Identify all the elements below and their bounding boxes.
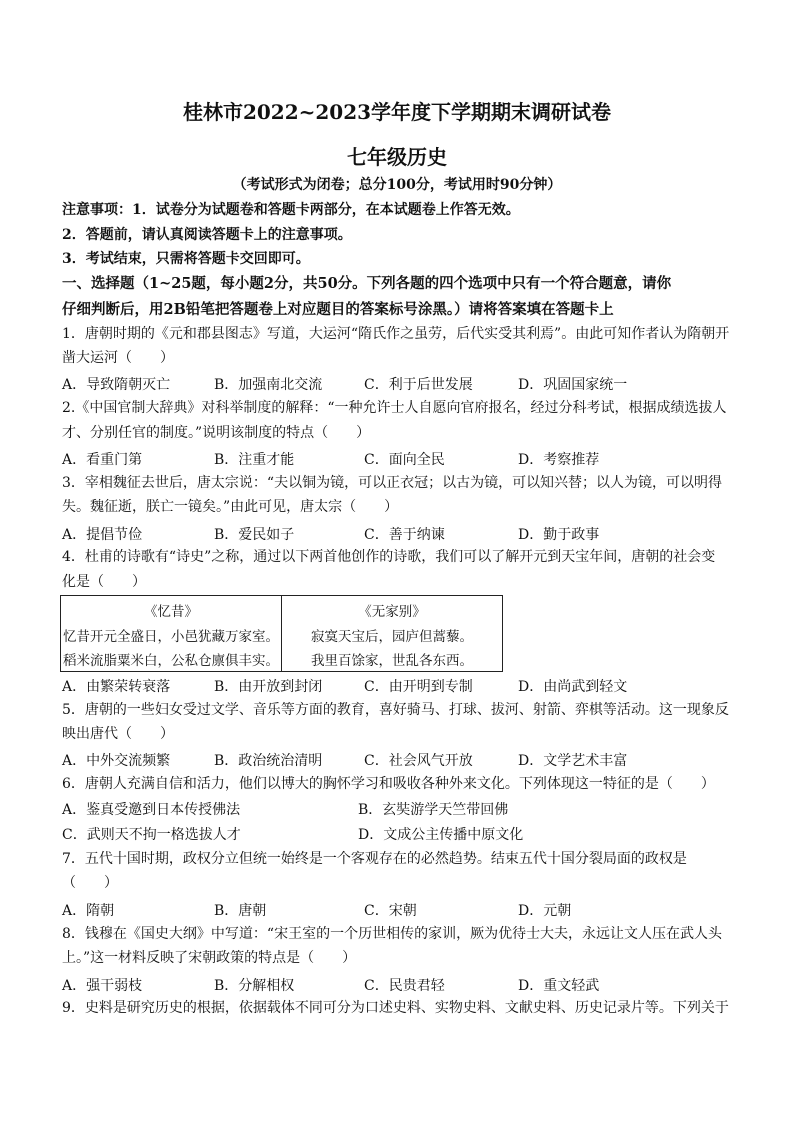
- question-2-options: [62, 449, 742, 467]
- question-6-line-1: 6．唐朝人充满自信和活力，他们以博大的胸怀学习和吸收各种外来文化。下列体现这一特征的是（ ）: [62, 776, 715, 792]
- question-2-option-c[interactable]: C．面向全民: [364, 452, 445, 468]
- question-8-option-c[interactable]: C．民贵君轻: [364, 978, 445, 994]
- section-heading-line-2: 仔细判断后，用2B铅笔把答题卷上对应题目的答案标号涂黑。）请将答案填在答题卡上: [62, 301, 614, 318]
- question-7-option-b[interactable]: B．唐朝: [214, 903, 267, 919]
- poem-table: [60, 595, 503, 672]
- question-1-option-a[interactable]: A．导致隋朝灭亡: [62, 377, 171, 393]
- question-4-line-1: 4．杜甫的诗歌有“诗史”之称，通过以下两首他创作的诗歌，我们可以了解开元到天宝年间，唐朝的社会变: [62, 549, 716, 565]
- exam-info: （考试形式为闭卷；总分100分，考试用时90分钟）: [232, 177, 562, 193]
- notice-line-1: 注意事项：1．试卷分为试题卷和答题卡两部分，在本试题卷上作答无效。: [62, 202, 520, 218]
- question-3-line-2: 失。魏征逝，朕亡一镜矣。”由此可见，唐太宗（ ）: [62, 499, 399, 515]
- poem-yixi-line-2: 稻米流脂粟米白，公私仓廪俱丰实。: [63, 653, 279, 669]
- question-4-option-d[interactable]: D．由尚武到轻文: [518, 679, 628, 695]
- question-4-line-2: 化是（ ）: [62, 574, 146, 590]
- question-1-option-b[interactable]: B．加强南北交流: [214, 377, 323, 393]
- question-5-option-d[interactable]: D．文学艺术丰富: [518, 753, 628, 769]
- poem-wujiabie-line-2: 我里百馀家，世乱各东西。: [311, 653, 473, 669]
- question-8-option-b[interactable]: B．分解相权: [214, 978, 295, 994]
- question-4-option-a[interactable]: A．由繁荣转衰落: [62, 679, 171, 695]
- question-6-option-d[interactable]: D．文成公主传播中原文化: [358, 827, 524, 843]
- question-6-options-row-1: [62, 799, 742, 817]
- question-7-line-2: （ ）: [62, 875, 118, 891]
- question-5-line-1: 5．唐朝的一些妇女受过文学、音乐等方面的教育，喜好骑马、打球、拔河、射箭、弈棋等活动。这一现象反: [62, 702, 729, 718]
- question-5-option-b[interactable]: B．政治统治清明: [214, 753, 323, 769]
- question-1-options: [62, 374, 742, 392]
- exam-subject: 七年级历史: [347, 145, 447, 169]
- question-3-options: [62, 524, 742, 542]
- poem-wujiabie-title: 《无家别》: [358, 604, 426, 620]
- question-7-option-c[interactable]: C．宋朝: [364, 903, 417, 919]
- question-7-option-d[interactable]: D．元朝: [518, 903, 572, 919]
- question-2-option-d[interactable]: D．考察推荐: [518, 452, 600, 468]
- question-1-option-c[interactable]: C．利于后世发展: [364, 377, 473, 393]
- question-8-option-a[interactable]: A．强干弱枝: [62, 978, 143, 994]
- question-9-line-1: 9．史料是研究历史的根据，依据载体不同可分为口述史料、实物史料、文献史料、历史记录片等。下列关于: [62, 1000, 729, 1016]
- question-8-line-2: 上。”这一材料反映了宋朝政策的特点是（ ）: [62, 950, 357, 966]
- question-3-option-a[interactable]: A．提倡节俭: [62, 527, 143, 543]
- question-3-option-b[interactable]: B．爱民如子: [214, 527, 295, 543]
- question-5-option-a[interactable]: A．中外交流频繁: [62, 753, 171, 769]
- question-6-option-b[interactable]: B．玄奘游学天竺带回佛: [358, 802, 509, 818]
- question-3-line-1: 3．宰相魏征去世后，唐太宗说：“夫以铜为镜，可以正衣冠；以古为镜，可以知兴替；以人为镜，可以明得: [62, 475, 723, 491]
- question-4-option-b[interactable]: B．由开放到封闭: [214, 679, 323, 695]
- poem-yixi: [61, 596, 281, 671]
- question-7-line-1: 7．五代十国时期，政权分立但统一始终是一个客观存在的必然趋势。结束五代十国分裂局面的政权是: [62, 851, 687, 867]
- question-7-options: [62, 900, 742, 918]
- question-5-option-c[interactable]: C．社会风气开放: [364, 753, 473, 769]
- question-1-line-2: 凿大运河（ ）: [62, 350, 174, 366]
- question-8-line-1: 8．钱穆在《国史大纲》中写道：“宋王室的一个历世相传的家训，厥为优待士大夫，永远让文人压在武人头: [62, 926, 723, 942]
- question-6-option-c[interactable]: C．武则天不拘一格选拔人才: [62, 827, 241, 843]
- question-5-options: [62, 750, 742, 768]
- question-2-line-1: 2.《中国官制大辞典》对科举制度的解释：“一种允许士人自愿向官府报名，经过分科考试，根据成绩选拔人: [62, 400, 727, 416]
- poem-yixi-title: 《忆昔》: [144, 604, 198, 620]
- question-5-line-2: 映出唐代（ ）: [62, 726, 174, 742]
- question-4-options: [62, 676, 742, 694]
- question-6-option-a[interactable]: A．鉴真受邀到日本传授佛法: [62, 802, 241, 818]
- question-4-option-c[interactable]: C．由开明到专制: [364, 679, 473, 695]
- question-2-line-2: 才、分别任官的制度。”说明该制度的特点（ ）: [62, 425, 371, 441]
- question-8-options: [62, 975, 742, 993]
- question-1-option-d[interactable]: D．巩固国家统一: [518, 377, 628, 393]
- question-2-option-a[interactable]: A．看重门第: [62, 452, 143, 468]
- exam-title: 桂林市2022~2023学年度下学期期末调研试卷: [182, 100, 612, 124]
- question-1-line-1: 1．唐朝时期的《元和郡县图志》写道，大运河“隋氏作之虽劳，后代实受其利焉”。由此可知作者认为隋朝开: [62, 326, 730, 342]
- section-heading-line-1: 一、选择题（1~25题，每小题2分，共50分。下列各题的四个选项中只有一个符合题意，请你: [62, 275, 672, 292]
- question-8-option-d[interactable]: D．重文轻武: [518, 978, 600, 994]
- question-7-option-a[interactable]: A．隋朝: [62, 903, 115, 919]
- question-3-option-c[interactable]: C．善于纳谏: [364, 527, 445, 543]
- question-2-option-b[interactable]: B．注重才能: [214, 452, 295, 468]
- poem-wujiabie: [281, 596, 502, 671]
- poem-yixi-line-1: 忆昔开元全盛日，小邑犹藏万家室。: [63, 629, 279, 645]
- notice-line-2: 2．答题前，请认真阅读答题卡上的注意事项。: [62, 227, 352, 243]
- question-3-option-d[interactable]: D．勤于政事: [518, 527, 600, 543]
- poem-wujiabie-line-1: 寂寞天宝后，园庐但蒿藜。: [311, 629, 473, 645]
- notice-line-3: 3．考试结束，只需将答题卡交回即可。: [62, 251, 310, 267]
- question-6-options-row-2: [62, 824, 742, 842]
